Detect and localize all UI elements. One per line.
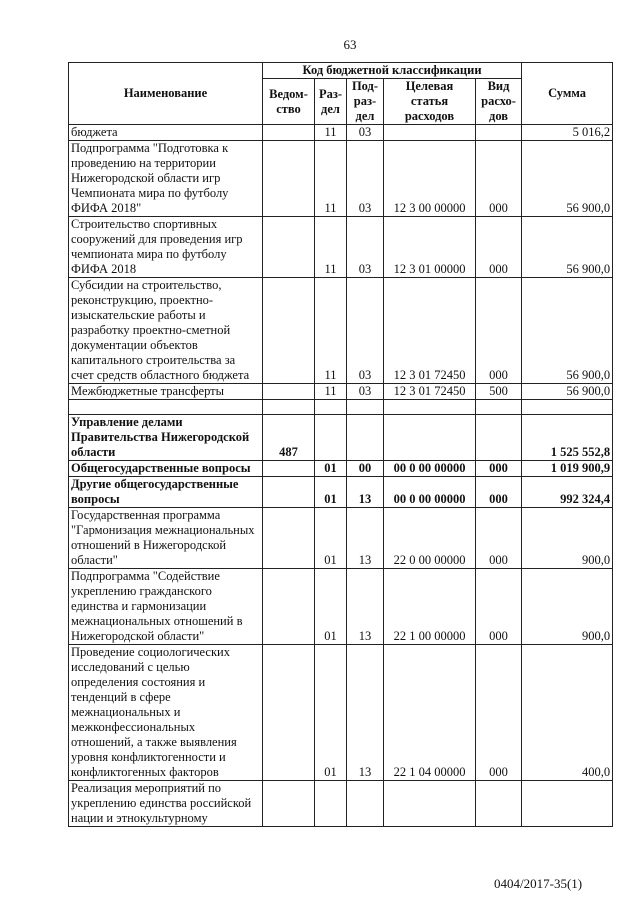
table-row — [69, 278, 613, 384]
table-row — [69, 461, 613, 477]
row-target: 22 1 04 00000 — [384, 645, 476, 781]
row-sum: 56 900,0 — [522, 278, 613, 384]
row-sum: 56 900,0 — [522, 384, 613, 400]
row-sum: 5 016,2 — [522, 125, 613, 141]
row-dept — [263, 278, 315, 384]
row-name — [69, 400, 263, 415]
row-exp-type: 000 — [476, 508, 522, 569]
row-dept — [263, 217, 315, 278]
table-row — [69, 569, 613, 645]
row-subsection: 13 — [347, 508, 384, 569]
row-sum: 1 019 900,9 — [522, 461, 613, 477]
row-target: 00 0 00 00000 — [384, 477, 476, 508]
row-section: 11 — [315, 384, 347, 400]
table-row — [69, 141, 613, 217]
row-subsection — [347, 781, 384, 827]
row-subsection: 03 — [347, 278, 384, 384]
page-number: 63 — [343, 37, 357, 52]
row-target — [384, 400, 476, 415]
row-section — [315, 400, 347, 415]
row-name: Общегосударственные вопросы — [69, 461, 263, 477]
row-target: 12 3 01 00000 — [384, 217, 476, 278]
row-exp-type: 000 — [476, 645, 522, 781]
row-section: 01 — [315, 508, 347, 569]
row-exp-type — [476, 415, 522, 461]
row-dept — [263, 781, 315, 827]
row-dept — [263, 141, 315, 217]
row-subsection: 13 — [347, 569, 384, 645]
row-name: Государственная программа "Гармонизация межнациональных отношений в Нижегородской области" — [69, 508, 263, 569]
table-row — [69, 781, 613, 827]
row-target: 12 3 01 72450 — [384, 278, 476, 384]
table-row — [69, 384, 613, 400]
row-target — [384, 415, 476, 461]
row-subsection: 03 — [347, 125, 384, 141]
row-section — [315, 415, 347, 461]
row-name: Реализация мероприятий по укреплению единства российской нации и этнокультурному — [69, 781, 263, 827]
row-sum: 56 900,0 — [522, 217, 613, 278]
row-section: 01 — [315, 461, 347, 477]
row-exp-type — [476, 400, 522, 415]
table-row — [69, 645, 613, 781]
row-section: 11 — [315, 278, 347, 384]
row-subsection: 03 — [347, 217, 384, 278]
row-section: 11 — [315, 217, 347, 278]
row-subsection: 03 — [347, 141, 384, 217]
row-section: 11 — [315, 125, 347, 141]
row-target: 22 1 00 00000 — [384, 569, 476, 645]
header-target: Целевая статья расходов — [384, 79, 476, 125]
row-dept — [263, 508, 315, 569]
row-dept — [263, 477, 315, 508]
row-exp-type: 000 — [476, 278, 522, 384]
row-dept: 487 — [263, 415, 315, 461]
row-section: 01 — [315, 569, 347, 645]
row-name: бюджета — [69, 125, 263, 141]
row-exp-type: 000 — [476, 569, 522, 645]
row-subsection: 03 — [347, 384, 384, 400]
table-row — [69, 125, 613, 141]
row-name: Управление делами Правительства Нижегородской области — [69, 415, 263, 461]
row-target — [384, 125, 476, 141]
header-section: Раз-дел — [315, 79, 347, 125]
row-exp-type: 000 — [476, 217, 522, 278]
table-row — [69, 415, 613, 461]
row-sum: 1 525 552,8 — [522, 415, 613, 461]
row-dept — [263, 645, 315, 781]
row-name: Строительство спортивных сооружений для проведения игр чемпионата мира по футболу ФИФА 2018 — [69, 217, 263, 278]
header-classification-group: Код бюджетной классификации — [263, 63, 522, 79]
header-exp-type: Вид расхо-дов — [476, 79, 522, 125]
row-target: 22 0 00 00000 — [384, 508, 476, 569]
row-dept — [263, 569, 315, 645]
row-exp-type: 000 — [476, 461, 522, 477]
row-sum: 900,0 — [522, 508, 613, 569]
row-sum: 400,0 — [522, 645, 613, 781]
row-subsection — [347, 400, 384, 415]
row-sum — [522, 400, 613, 415]
row-target: 00 0 00 00000 — [384, 461, 476, 477]
row-name: Субсидии на строительство, реконструкцию, проектно-изыскательские работы и разработку проектно-сметной документации объектов капитального строительства за счет средств областного бюджета — [69, 278, 263, 384]
row-name: Подпрограмма "Подготовка к проведению на территории Нижегородской области игр Чемпионата мира по футболу ФИФА 2018" — [69, 141, 263, 217]
row-subsection — [347, 415, 384, 461]
table-row — [69, 217, 613, 278]
row-name: Межбюджетные трансферты — [69, 384, 263, 400]
document-code: 0404/2017-35(1) — [494, 876, 583, 891]
row-dept — [263, 384, 315, 400]
row-exp-type: 000 — [476, 141, 522, 217]
row-target: 12 3 00 00000 — [384, 141, 476, 217]
row-subsection: 00 — [347, 461, 384, 477]
row-section — [315, 781, 347, 827]
header-sum: Сумма — [522, 63, 613, 125]
table-row-empty — [69, 400, 613, 415]
row-exp-type — [476, 781, 522, 827]
row-name: Проведение социологических исследований с целью определения состояния и тенденций в сфере межнациональных и межконфессиональных отношений, а также выявления уровня конфликтогенности и конфликтогенных факторов — [69, 645, 263, 781]
budget-classification-table — [68, 62, 613, 827]
row-exp-type — [476, 125, 522, 141]
header-dept: Ведом-ство — [263, 79, 315, 125]
row-dept — [263, 461, 315, 477]
row-exp-type: 000 — [476, 477, 522, 508]
row-target — [384, 781, 476, 827]
row-sum: 56 900,0 — [522, 141, 613, 217]
table-row — [69, 508, 613, 569]
row-sum: 900,0 — [522, 569, 613, 645]
header-name: Наименование — [69, 63, 263, 125]
row-target: 12 3 01 72450 — [384, 384, 476, 400]
row-sum: 992 324,4 — [522, 477, 613, 508]
table-row — [69, 477, 613, 508]
row-section: 01 — [315, 477, 347, 508]
row-section: 01 — [315, 645, 347, 781]
row-section: 11 — [315, 141, 347, 217]
row-exp-type: 500 — [476, 384, 522, 400]
header-subsection: Под-раз-дел — [347, 79, 384, 125]
row-name: Подпрограмма "Содействие укреплению гражданского единства и гармонизации межнациональных отношений в Нижегородской области" — [69, 569, 263, 645]
row-dept — [263, 125, 315, 141]
row-subsection: 13 — [347, 645, 384, 781]
row-subsection: 13 — [347, 477, 384, 508]
row-name: Другие общегосударственные вопросы — [69, 477, 263, 508]
row-dept — [263, 400, 315, 415]
row-sum — [522, 781, 613, 827]
